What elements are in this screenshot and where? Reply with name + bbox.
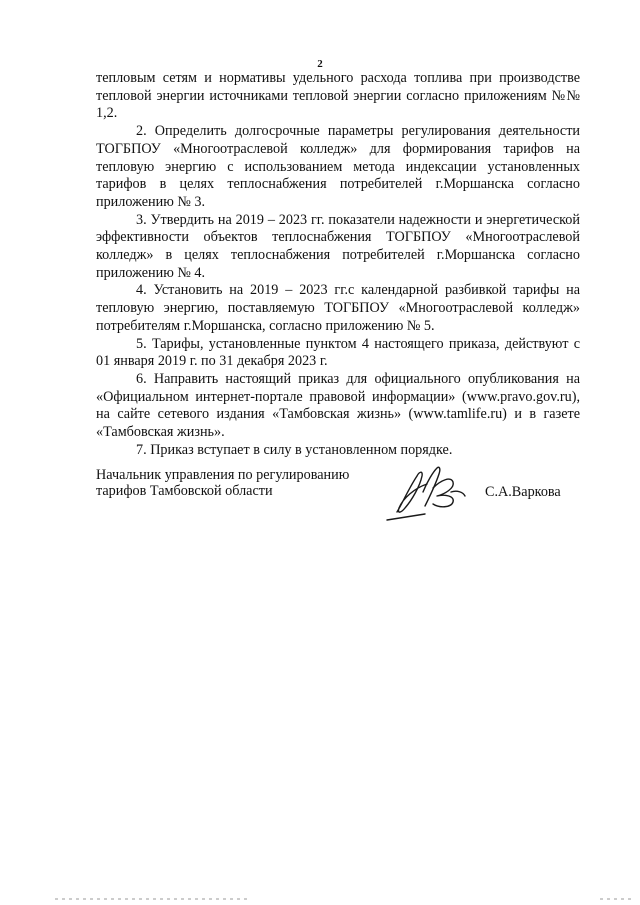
paragraph-item-3: 3. Утвердить на 2019 – 2023 гг. показатели надежности и энергетической эффективности объектов теплоснабжения ТОГБПОУ «Многоотраслевой колледж» в целях теплоснабжения потребителей г.Моршанска согласно приложению № 4. (96, 211, 580, 281)
paragraph-item-2: 2. Определить долгосрочные параметры регулирования деятельности ТОГБПОУ «Многоотраслевой колледж» для формирования тарифов на тепловую энергию с использованием метода индексации установленных тарифов в целях теплоснабжения потребителей г.Моршанска согласно приложению № 3. (96, 123, 580, 210)
page-number: 2 (317, 58, 323, 70)
signatory-name: С.А.Варкова (485, 484, 561, 500)
handwritten-signature (379, 462, 479, 524)
signature-block (96, 467, 580, 527)
signatory-title (96, 467, 349, 499)
paragraph-item-6: 6. Направить настоящий приказ для официального опубликования на «Официальном интернет-портале правовой информации» (www.pravo.gov.ru), на сайте сетевого издания «Тамбовская жизнь» (www.tamlife.ru) и в газете «Тамбовская жизнь». (96, 370, 580, 441)
paragraph-continuation: тепловым сетям и нормативы удельного расхода топлива при производстве тепловой энергии источниками тепловой энергии согласно приложениям №№ 1,2. (96, 70, 580, 122)
scan-edge-marks (0, 890, 640, 905)
signatory-title-line-1: Начальник управления по регулированию (96, 467, 350, 483)
document-body (96, 70, 580, 459)
paragraph-item-4: 4. Установить на 2019 – 2023 гг.с календарной разбивкой тарифы на тепловую энергию, поставляемую ТОГБПОУ «Многоотраслевой колледж» потребителям г.Моршанска, согласно приложению № 5. (96, 282, 580, 334)
signatory-title-line-2: тарифов Тамбовской области (96, 483, 273, 499)
paragraph-item-5: 5. Тарифы, установленные пунктом 4 настоящего приказа, действуют с 01 января 2019 г. по 31 декабря 2023 г. (96, 335, 580, 370)
paragraph-item-7: 7. Приказ вступает в силу в установленном порядке. (136, 441, 453, 458)
